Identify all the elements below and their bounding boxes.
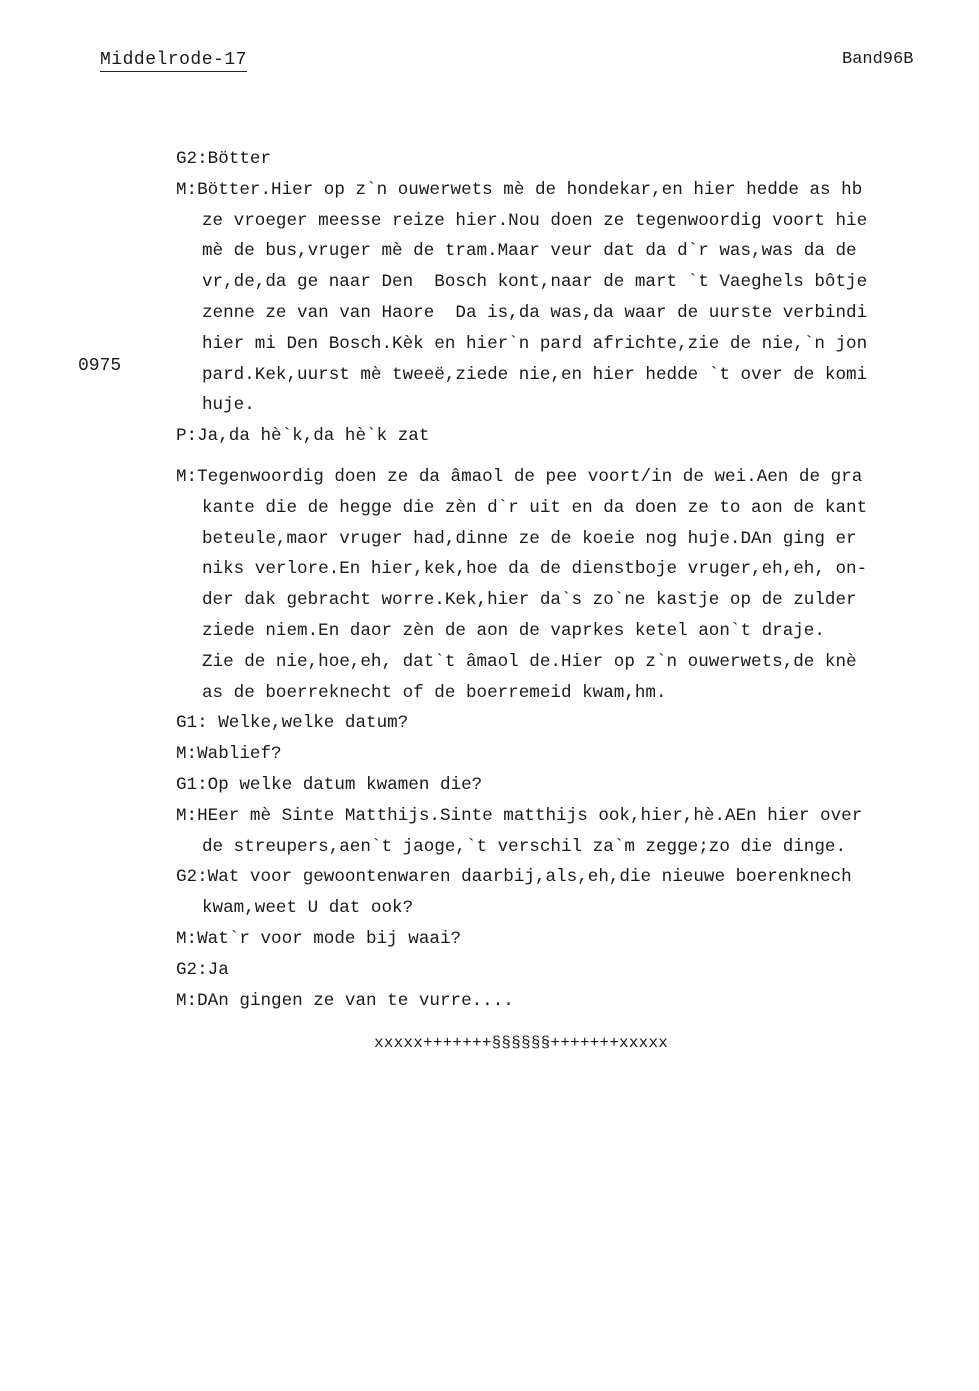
transcript-continuation-line: hier mi Den Bosch.Kèk en hier`n pard africhte,zie de nie,`n jon [202,333,868,354]
transcript-speaker-line: G2:Ja [176,959,229,980]
transcript-speaker-line: G1: Welke,welke datum? [176,713,409,734]
transcript-speaker-line: P:Ja,da hè`k,da hè`k zat [176,426,430,447]
transcript-continuation-line: pard.Kek,uurst mè tweeë,ziede nie,en hier hedde `t over de komi [202,364,868,385]
tape-counter: 0975 [78,356,122,376]
transcript-speaker-line: M:Wat`r voor mode bij waai? [176,928,462,949]
transcript-speaker-line: G2:Bötter [176,149,272,169]
transcript-speaker-line: M:Tegenwoordig doen ze da âmaol de pee voort/in de wei.Aen de gra [176,466,863,487]
transcript-continuation-line: zenne ze van van Haore Da is,da was,da waar de uurste verbindi [202,302,868,323]
transcript-continuation-line: kante die de hegge die zèn d`r uit en da doen ze to aon de kant [202,497,868,518]
transcript-continuation-line: ziede niem.En daor zèn de aon de vaprkes ketel aon`t draje. [202,620,825,641]
transcript-speaker-line: M:DAn gingen ze van te vurre.... [176,990,514,1011]
transcript-continuation-line: mè de bus,vruger mè de tram.Maar veur dat da d`r was,was da de [202,241,857,262]
transcript-speaker-line: M:HEer mè Sinte Matthijs.Sinte matthijs ook,hier,hè.AEn hier over [176,805,863,826]
transcript-speaker-line: G2:Wat voor gewoontenwaren daarbij,als,eh,die nieuwe boerenknech [176,867,852,888]
transcript-speaker-line: G1:Op welke datum kwamen die? [176,774,483,795]
tape-band-label: Band96B [842,50,914,69]
transcript-continuation-line: as de boerreknecht of de boerremeid kwam,hm. [202,682,667,703]
end-marker: xxxxx+++++++§§§§§§+++++++xxxxx [374,1034,669,1052]
transcript-speaker-line: M:Wablief? [176,744,282,765]
transcript-continuation-line: ze vroeger meesse reize hier.Nou doen ze tegenwoordig voort hie [202,210,868,231]
transcript-continuation-line: niks verlore.En hier,kek,hoe da de dienstboje vruger,eh,eh, on- [202,559,868,580]
transcript-continuation-line: Zie de nie,hoe,eh, dat`t âmaol de.Hier op z`n ouwerwets,de knè [202,651,857,672]
transcript-continuation-line: beteule,maor vruger had,dinne ze de koeie nog huje.DAn ging er [202,528,857,549]
transcript-speaker-line: M:Bötter.Hier op z`n ouwerwets mè de hondekar,en hier hedde as hb [176,179,863,200]
transcript-continuation-line: kwam,weet U dat ook? [202,898,414,919]
transcript-continuation-line: der dak gebracht worre.Kek,hier da`s zo`ne kastje op de zulder [202,590,857,611]
transcript-continuation-line: vr,de,da ge naar Den Bosch kont,naar de mart `t Vaeghels bôtje [202,272,868,293]
transcript-continuation-line: huje. [202,395,255,416]
transcript-continuation-line: de streupers,aen`t jaoge,`t verschil za`m zegge;zo die dinge. [202,836,847,857]
transcript [176,144,976,1016]
document-id: Middelrode-17 [100,50,247,70]
